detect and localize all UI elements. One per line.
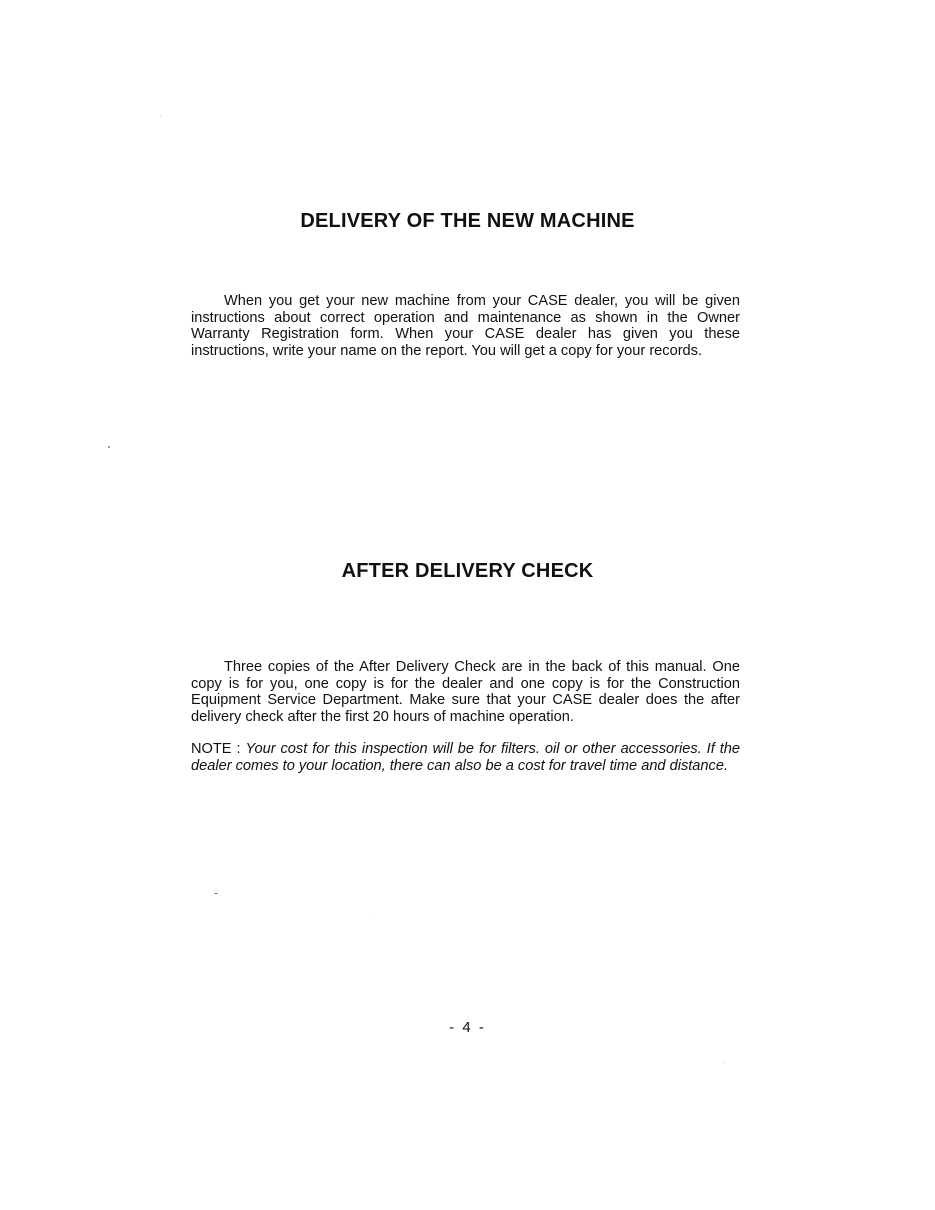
page-number: - 4 - <box>449 1019 486 1036</box>
scan-speck <box>374 914 375 915</box>
note-label: NOTE : <box>191 741 241 757</box>
scan-speck <box>724 1062 725 1063</box>
section-heading-after-delivery-check: AFTER DELIVERY CHECK <box>341 560 594 582</box>
note <box>191 741 740 774</box>
section-heading-delivery: DELIVERY OF THE NEW MACHINE <box>300 210 635 232</box>
note-text: Your cost for this inspection will be for filters. oil or other accessories. If the dealer comes to your location, there can also be a cost for travel time and distance. <box>191 741 740 774</box>
after-delivery-paragraph: Three copies of the After Delivery Check are in the back of this manual. One copy is for you, one copy is for the dealer and one copy is for the Construction Equipment Service Department. Make sure that your CASE dealer does the after delivery check after the first 20 hours of machine operation. <box>191 659 740 725</box>
scan-speck <box>214 893 218 894</box>
scan-speck <box>108 446 110 448</box>
scan-speck <box>160 116 161 117</box>
delivery-paragraph: When you get your new machine from your CASE dealer, you will be given instructions about correct operation and maintenance as shown in the Owner Warranty Registration form. When your CASE dealer has given you these instructions, write your name on the report. You will get a copy for your records. <box>191 293 740 359</box>
